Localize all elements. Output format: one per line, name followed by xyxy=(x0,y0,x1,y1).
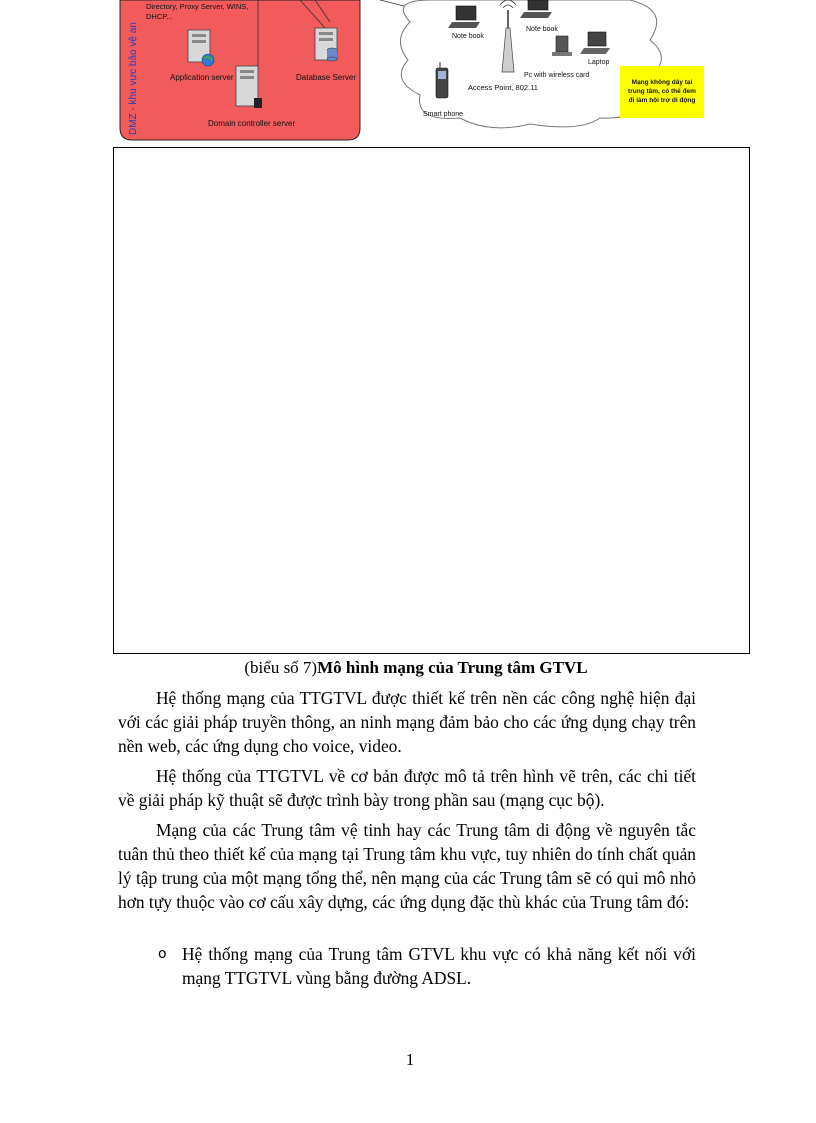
notebook-label-2: Note book xyxy=(526,26,558,33)
domain-controller-label: Domain controller server xyxy=(208,119,296,128)
dmz-label: DMZ - khu vực bảo vệ an xyxy=(128,22,139,135)
page-number: 1 xyxy=(405,1050,415,1069)
caption-title: Mô hình mạng của Trung tâm GTVL xyxy=(317,658,588,677)
network-diagram xyxy=(110,0,710,145)
laptop-label: Laptop xyxy=(588,59,610,66)
dmz-services-label: Directory, Proxy Server, WINS, xyxy=(146,2,249,11)
smart-phone-label: Smart phone xyxy=(423,111,464,118)
domain-controller-icon xyxy=(236,66,262,108)
bullet-mark: o xyxy=(158,946,167,962)
database-server-icon xyxy=(315,28,337,61)
dmz-dhcp-label: DHCP... xyxy=(146,12,173,21)
caption-prefix: (biểu số 7) xyxy=(244,658,318,677)
pc-wireless-label: Pc with wireless card xyxy=(524,72,590,79)
wireless-note-line-1: Mạng không dây tại xyxy=(631,79,693,86)
wireless-note-line-3: đi làm hội trợ di động xyxy=(628,97,696,104)
paragraph-3: Mạng của các Trung tâm vệ tinh hay các Trung tâm di động về nguyên tắc tuân thủ theo thiết kế của mạng tại Trung tâm khu vực, tuy nhiên do tính chất quản lý tập trung của một mạng tổng thể, nên mạng của các Trung tâm sẽ có qui mô nhỏ hơn tựy thuộc vào cơ cấu xây dựng, các ứng dụng đặc thù khác của Trung tâm đó: xyxy=(118,820,696,912)
paragraph-2: Hệ thống của TTGTVL về cơ bản được mô tả trên hình vẽ trên, các chi tiết về giải pháp kỹ thuật sẽ được trình bày trong phần sau (mạng cục bộ). xyxy=(118,766,696,810)
notebook-label-1: Note book xyxy=(452,33,484,40)
wireless-note-line-2: trung tâm, có thể đem xyxy=(628,88,696,95)
application-server-icon xyxy=(188,30,214,66)
figure-frame xyxy=(113,147,750,654)
paragraph-1: Hệ thống mạng của TTGTVL được thiết kế trên nền các công nghệ hiện đại với các giải pháp truyền thông, an ninh mạng đảm bảo cho các ứng dụng chạy trên nền web, các ứng dụng cho voice, video. xyxy=(118,688,696,756)
application-server-label: Application server xyxy=(170,73,234,82)
access-point-label: Access Point, 802.11 xyxy=(468,83,538,92)
bullet-text: Hệ thống mạng của Trung tâm GTVL khu vực có khả năng kết nối với mạng TTGTVL vùng bằng đường ADSL. xyxy=(182,944,696,988)
database-server-label: Database Server xyxy=(296,73,357,82)
figure-caption xyxy=(113,658,719,678)
